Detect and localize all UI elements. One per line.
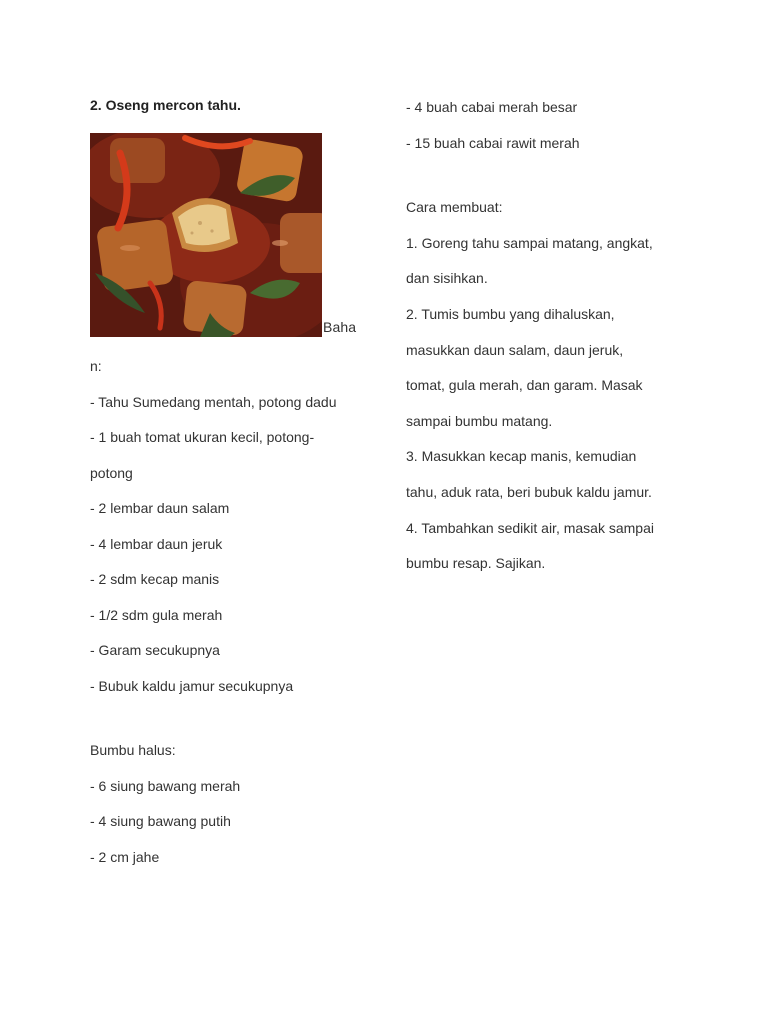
- food-photo-icon: [90, 133, 322, 337]
- ingredient-item: - 1/2 sdm gula merah: [90, 606, 223, 623]
- step-line: tahu, aduk rata, beri bubuk kaldu jamur.: [406, 483, 652, 500]
- bumbu-item: - 6 siung bawang merah: [90, 777, 241, 794]
- ingredient-item: potong: [90, 464, 133, 481]
- bumbu-item: - 15 buah cabai rawit merah: [406, 134, 580, 151]
- step-line: bumbu resap. Sajikan.: [406, 555, 546, 572]
- bahan-label-end: n:: [90, 358, 102, 374]
- ingredient-item: - Tahu Sumedang mentah, potong dadu: [90, 393, 337, 410]
- ingredient-item: - Bubuk kaldu jamur secukupnya: [90, 677, 294, 694]
- step-line: dan sisihkan.: [406, 270, 488, 287]
- ingredient-item: - Garam secukupnya: [90, 642, 220, 658]
- spacer: [406, 161, 706, 190]
- ingredient-item: - 2 lembar daun salam: [90, 500, 230, 516]
- ingredients-list: [90, 385, 362, 705]
- right-column: [406, 90, 706, 582]
- recipe-title: 2. Oseng mercon tahu.: [90, 97, 241, 113]
- step-line: 1. Goreng tahu sampai matang, angkat,: [406, 234, 653, 251]
- step-line: 4. Tambahkan sedikit air, masak sampai: [406, 519, 654, 536]
- bumbu-halus-list-continued: [406, 90, 706, 161]
- ingredient-item: - 1 buah tomat ukuran kecil, potong-: [90, 429, 315, 445]
- bumbu-halus-heading: Bumbu halus:: [90, 742, 176, 758]
- photo-block: [90, 133, 362, 357]
- bahan-label-start: Baha: [323, 319, 357, 335]
- cara-membuat-heading: Cara membuat:: [406, 199, 503, 216]
- ingredient-item: - 2 sdm kecap manis: [90, 571, 220, 587]
- step-line: 3. Masukkan kecap manis, kemudian: [406, 448, 637, 465]
- bumbu-item: - 4 siung bawang putih: [90, 813, 231, 829]
- step-line: tomat, gula merah, dan garam. Masak: [406, 377, 643, 394]
- spacer: [90, 704, 362, 733]
- ingredient-item: - 4 lembar daun jeruk: [90, 535, 223, 552]
- step-line: sampai bumbu matang.: [406, 412, 553, 429]
- left-column: [90, 94, 362, 875]
- bumbu-item: - 2 cm jahe: [90, 848, 160, 865]
- bumbu-halus-list: [90, 769, 362, 876]
- steps-list: [406, 226, 706, 582]
- bumbu-item: - 4 buah cabai merah besar: [406, 99, 578, 115]
- step-line: masukkan daun salam, daun jeruk,: [406, 341, 624, 358]
- step-line: 2. Tumis bumbu yang dihaluskan,: [406, 305, 615, 322]
